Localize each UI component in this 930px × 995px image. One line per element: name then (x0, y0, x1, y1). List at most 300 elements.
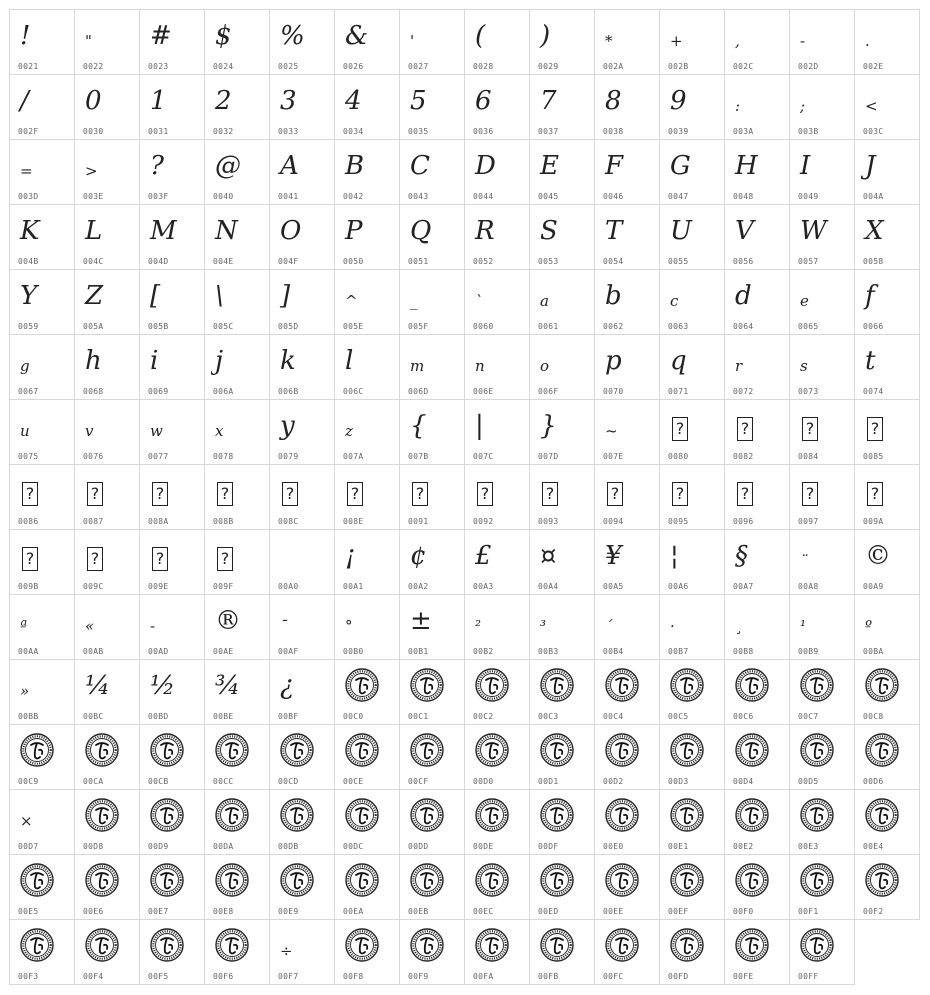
codepoint-label: 0053 (538, 257, 559, 266)
glyph-sample: J (865, 151, 876, 181)
stamp-emblem (670, 733, 704, 767)
notdef-glyph: ? (861, 406, 917, 450)
codepoint-label: 009E (148, 582, 169, 591)
glyph-sample: - (150, 617, 156, 635)
codepoint-label: 00DA (213, 842, 234, 851)
glyph-sample: D (475, 151, 496, 181)
glyph-sample: V (735, 216, 754, 246)
stamp-emblem (150, 863, 184, 897)
codepoint-label: 0076 (83, 452, 104, 461)
glyph-cell (854, 204, 920, 270)
codepoint-label: 0087 (83, 517, 104, 526)
codepoint-label: 0041 (278, 192, 299, 201)
glyph-cell (854, 594, 920, 660)
stamp-emblem (865, 668, 899, 702)
glyph-sample: g (20, 357, 30, 375)
codepoint-label: 00C3 (538, 712, 559, 721)
glyph-cell (659, 464, 725, 530)
codepoint-label: 00D3 (668, 777, 689, 786)
glyph-cell (269, 919, 335, 985)
glyph-sample: l (345, 346, 354, 376)
codepoint-label: 00BB (18, 712, 39, 721)
glyph-sample: 4 (345, 86, 362, 116)
glyph-sample: & (345, 21, 369, 51)
glyph-sample: 3 (280, 86, 297, 116)
glyph-cell (464, 464, 530, 530)
glyph-cell (724, 334, 790, 400)
codepoint-label: 0092 (473, 517, 494, 526)
glyph-sample: s (800, 357, 808, 375)
glyph-cell (9, 9, 75, 75)
glyph-cell (139, 594, 205, 660)
glyph-sample: Y (20, 281, 38, 311)
glyph-sample: r (735, 357, 743, 375)
codepoint-label: 0066 (863, 322, 884, 331)
codepoint-label: 002E (863, 62, 884, 71)
glyph-cell (334, 594, 400, 660)
glyph-cell (74, 789, 140, 855)
glyph-sample: _ (410, 292, 418, 310)
glyph-cell (724, 269, 790, 335)
glyph-cell (139, 724, 205, 790)
codepoint-label: 00FA (473, 972, 494, 981)
codepoint-label: 00C4 (603, 712, 624, 721)
glyph-cell (854, 269, 920, 335)
codepoint-label: 0033 (278, 127, 299, 136)
glyph-sample: e (800, 292, 809, 310)
glyph-cell (74, 269, 140, 335)
codepoint-label: 0028 (473, 62, 494, 71)
stamp-emblem (150, 798, 184, 832)
glyph-cell (139, 919, 205, 985)
glyph-row (9, 9, 920, 74)
codepoint-label: 00F8 (343, 972, 364, 981)
codepoint-label: 0029 (538, 62, 559, 71)
glyph-cell (594, 399, 660, 465)
codepoint-label: 00DE (473, 842, 494, 851)
glyph-sample: ª (20, 617, 28, 635)
codepoint-label: 0045 (538, 192, 559, 201)
glyph-cell (724, 464, 790, 530)
glyph-cell (724, 659, 790, 725)
glyph-cell (724, 204, 790, 270)
glyph-cell (789, 529, 855, 595)
glyph-cell (204, 269, 270, 335)
codepoint-label: 00B2 (473, 647, 494, 656)
glyph-cell (269, 529, 335, 595)
glyph-sample: ¸ (735, 617, 743, 635)
glyph-cell (659, 334, 725, 400)
codepoint-label: 00CC (213, 777, 234, 786)
codepoint-label: 0042 (343, 192, 364, 201)
stamp-emblem (670, 798, 704, 832)
glyph-cell (724, 9, 790, 75)
glyph-sample: o (540, 357, 550, 375)
codepoint-label: 003D (18, 192, 39, 201)
glyph-cell (724, 399, 790, 465)
glyph-cell (594, 74, 660, 140)
stamp-emblem (215, 863, 249, 897)
glyph-sample: ` (475, 292, 483, 310)
codepoint-label: 00EA (343, 907, 364, 916)
codepoint-label: 00F9 (408, 972, 429, 981)
glyph-cell (659, 789, 725, 855)
codepoint-label: 006B (278, 387, 299, 396)
glyph-cell (269, 464, 335, 530)
stamp-emblem (85, 928, 119, 962)
glyph-cell (724, 854, 790, 920)
glyph-cell (9, 334, 75, 400)
glyph-sample: R (475, 216, 495, 246)
codepoint-label: 0063 (668, 322, 689, 331)
glyph-sample: ¹ (800, 617, 807, 635)
codepoint-label: 007B (408, 452, 429, 461)
glyph-sample: B (345, 151, 365, 181)
codepoint-label: 0027 (408, 62, 429, 71)
glyph-sample: ) (540, 21, 551, 51)
codepoint-label: 008E (343, 517, 364, 526)
glyph-sample: = (20, 162, 33, 180)
codepoint-label: 009C (83, 582, 104, 591)
glyph-cell (139, 854, 205, 920)
codepoint-label: 0024 (213, 62, 234, 71)
codepoint-label: 00E2 (733, 842, 754, 851)
codepoint-label: 0067 (18, 387, 39, 396)
codepoint-label: 00E7 (148, 907, 169, 916)
codepoint-label: 00C8 (863, 712, 884, 721)
glyph-sample: | (475, 411, 484, 441)
glyph-cell (334, 399, 400, 465)
glyph-cell (594, 594, 660, 660)
glyph-cell (334, 529, 400, 595)
glyph-cell (659, 724, 725, 790)
glyph-cell (9, 594, 75, 660)
codepoint-label: 0037 (538, 127, 559, 136)
codepoint-label: 005B (148, 322, 169, 331)
stamp-emblem (670, 928, 704, 962)
glyph-cell (139, 139, 205, 205)
codepoint-label: 0021 (18, 62, 39, 71)
glyph-cell (334, 204, 400, 270)
codepoint-label: 0064 (733, 322, 754, 331)
glyph-sample: : (735, 97, 741, 115)
glyph-cell (269, 789, 335, 855)
glyph-sample: n (475, 357, 485, 375)
codepoint-label: 0026 (343, 62, 364, 71)
codepoint-label: 0058 (863, 257, 884, 266)
codepoint-label: 00B4 (603, 647, 624, 656)
glyph-sample: t (865, 346, 876, 376)
codepoint-label: 00AF (278, 647, 299, 656)
codepoint-label: 0096 (733, 517, 754, 526)
glyph-cell (464, 529, 530, 595)
codepoint-label: 004E (213, 257, 234, 266)
notdef-glyph: ? (601, 471, 657, 515)
glyph-cell (594, 854, 660, 920)
codepoint-label: 0062 (603, 322, 624, 331)
glyph-sample: w (150, 422, 163, 440)
glyph-cell (269, 139, 335, 205)
codepoint-label: 0030 (83, 127, 104, 136)
stamp-emblem (345, 798, 379, 832)
codepoint-label: 0049 (798, 192, 819, 201)
codepoint-label: 00B0 (343, 647, 364, 656)
glyph-sample: % (280, 21, 305, 51)
glyph-cell (269, 854, 335, 920)
glyph-cell (269, 724, 335, 790)
codepoint-label: 0097 (798, 517, 819, 526)
notdef-glyph: ? (406, 471, 462, 515)
glyph-sample: U (670, 216, 692, 246)
codepoint-label: 00CD (278, 777, 299, 786)
glyph-cell (724, 789, 790, 855)
glyph-sample: u (20, 422, 30, 440)
codepoint-label: 008C (278, 517, 299, 526)
glyph-cell (724, 919, 790, 985)
codepoint-label: 00FF (798, 972, 819, 981)
stamp-emblem (735, 928, 769, 962)
glyph-cell (594, 789, 660, 855)
glyph-cell (74, 204, 140, 270)
glyph-row (9, 139, 920, 204)
codepoint-label: 00F6 (213, 972, 234, 981)
codepoint-label: 00F4 (83, 972, 104, 981)
glyph-cell (789, 659, 855, 725)
codepoint-label: 0051 (408, 257, 429, 266)
glyph-sample (276, 536, 332, 580)
codepoint-label: 0080 (668, 452, 689, 461)
codepoint-label: 00B9 (798, 647, 819, 656)
glyph-row (9, 204, 920, 269)
glyph-cell (594, 9, 660, 75)
glyph-sample: ~ (605, 422, 618, 440)
glyph-cell (529, 789, 595, 855)
codepoint-label: 0034 (343, 127, 364, 136)
glyph-sample: ³ (540, 617, 547, 635)
glyph-cell (464, 659, 530, 725)
glyph-sample: ° (345, 617, 353, 635)
codepoint-label: 00F2 (863, 907, 884, 916)
glyph-cell (9, 74, 75, 140)
codepoint-label: 00AD (148, 647, 169, 656)
glyph-sample: X (865, 216, 884, 246)
codepoint-label: 00AA (18, 647, 39, 656)
glyph-cell (204, 9, 270, 75)
stamp-emblem (475, 863, 509, 897)
glyph-cell (74, 9, 140, 75)
codepoint-label: 0095 (668, 517, 689, 526)
glyph-sample: ^ (345, 292, 358, 310)
codepoint-label: 002A (603, 62, 624, 71)
glyph-cell (399, 789, 465, 855)
glyph-cell (594, 204, 660, 270)
codepoint-label: 008B (213, 517, 234, 526)
notdef-glyph: ? (861, 471, 917, 515)
glyph-sample: b (605, 281, 622, 311)
glyph-sample: ( (475, 21, 486, 51)
glyph-cell (74, 139, 140, 205)
codepoint-label: 0047 (668, 192, 689, 201)
codepoint-label: 0060 (473, 322, 494, 331)
codepoint-label: 0069 (148, 387, 169, 396)
codepoint-label: 0052 (473, 257, 494, 266)
glyph-sample: ¨ (800, 552, 808, 570)
glyph-cell (334, 724, 400, 790)
glyph-cell (269, 9, 335, 75)
codepoint-label: 0044 (473, 192, 494, 201)
glyph-cell (789, 854, 855, 920)
glyph-sample: \ (215, 281, 224, 311)
codepoint-label: 0046 (603, 192, 624, 201)
glyph-cell (529, 399, 595, 465)
glyph-row (9, 789, 920, 854)
stamp-emblem (800, 668, 834, 702)
codepoint-label: 00DD (408, 842, 429, 851)
glyph-sample: F (605, 151, 624, 181)
stamp-emblem (410, 928, 444, 962)
stamp-emblem (735, 668, 769, 702)
codepoint-label: 006E (473, 387, 494, 396)
codepoint-label: 00D1 (538, 777, 559, 786)
glyph-cell (399, 464, 465, 530)
glyph-sample: d (735, 281, 752, 311)
codepoint-label: 00D8 (83, 842, 104, 851)
codepoint-label: 00ED (538, 907, 559, 916)
glyph-cell (399, 139, 465, 205)
glyph-sample: A (280, 151, 299, 181)
glyph-sample: Z (85, 281, 104, 311)
glyph-sample: } (540, 411, 557, 441)
glyph-cell (854, 74, 920, 140)
glyph-cell (529, 334, 595, 400)
codepoint-label: 00B3 (538, 647, 559, 656)
codepoint-label: 003E (83, 192, 104, 201)
stamp-emblem (20, 863, 54, 897)
glyph-sample: ! (20, 21, 31, 51)
glyph-cell (269, 269, 335, 335)
glyph-sample: # (150, 21, 172, 51)
stamp-emblem (865, 798, 899, 832)
glyph-cell (789, 464, 855, 530)
codepoint-label: 00E5 (18, 907, 39, 916)
glyph-sample: G (670, 151, 691, 181)
codepoint-label: 00DF (538, 842, 559, 851)
glyph-row (9, 269, 920, 334)
glyph-sample: z (345, 422, 353, 440)
glyph-cell (139, 334, 205, 400)
glyph-cell (74, 659, 140, 725)
glyph-cell (204, 529, 270, 595)
glyph-cell (464, 204, 530, 270)
codepoint-label: 006D (408, 387, 429, 396)
glyph-sample: W (800, 216, 827, 246)
glyph-sample: I (800, 151, 811, 181)
codepoint-label: 0070 (603, 387, 624, 396)
stamp-emblem (150, 733, 184, 767)
codepoint-label: 00BD (148, 712, 169, 721)
glyph-cell (854, 659, 920, 725)
glyph-cell (529, 659, 595, 725)
codepoint-label: 0055 (668, 257, 689, 266)
codepoint-label: 00A1 (343, 582, 364, 591)
glyph-sample: k (280, 346, 296, 376)
glyph-sample: q (670, 346, 687, 376)
glyph-cell (464, 919, 530, 985)
codepoint-label: 00F1 (798, 907, 819, 916)
glyph-sample: 1 (150, 86, 167, 116)
codepoint-label: 00EC (473, 907, 494, 916)
codepoint-label: 005C (213, 322, 234, 331)
codepoint-label: 008A (148, 517, 169, 526)
glyph-cell (529, 919, 595, 985)
glyph-row (9, 724, 920, 789)
codepoint-label: 004D (148, 257, 169, 266)
codepoint-label: 00C9 (18, 777, 39, 786)
glyph-sample: ´ (605, 617, 613, 635)
codepoint-label: 00DB (278, 842, 299, 851)
glyph-cell (399, 269, 465, 335)
codepoint-label: 00C2 (473, 712, 494, 721)
glyph-sample: » (20, 682, 30, 700)
glyph-sample: > (85, 162, 98, 180)
codepoint-label: 009F (213, 582, 234, 591)
glyph-cell (464, 789, 530, 855)
stamp-emblem (540, 863, 574, 897)
glyph-cell (594, 334, 660, 400)
glyph-cell (334, 74, 400, 140)
codepoint-label: 007A (343, 452, 364, 461)
stamp-emblem (280, 798, 314, 832)
glyph-cell (204, 334, 270, 400)
codepoint-label: 00E1 (668, 842, 689, 851)
glyph-sample: ¿ (280, 671, 294, 701)
codepoint-label: 002C (733, 62, 754, 71)
glyph-sample: m (410, 357, 425, 375)
codepoint-label: 003C (863, 127, 884, 136)
glyph-cell (659, 269, 725, 335)
glyph-sample: § (735, 541, 748, 571)
stamp-emblem (20, 928, 54, 962)
glyph-cell (139, 9, 205, 75)
codepoint-label: 00BF (278, 712, 299, 721)
codepoint-label: 00F5 (148, 972, 169, 981)
stamp-emblem (410, 863, 444, 897)
glyph-cell (659, 74, 725, 140)
glyph-sample: 7 (540, 86, 557, 116)
codepoint-label: 00D7 (18, 842, 39, 851)
glyph-row (9, 854, 920, 919)
stamp-emblem (215, 928, 249, 962)
notdef-glyph: ? (81, 536, 137, 580)
glyph-cell (854, 724, 920, 790)
codepoint-label: 00D0 (473, 777, 494, 786)
stamp-emblem (865, 733, 899, 767)
glyph-cell (9, 399, 75, 465)
glyph-cell (399, 204, 465, 270)
glyph-sample: ; (800, 97, 806, 115)
codepoint-label: 003B (798, 127, 819, 136)
codepoint-label: 00CA (83, 777, 104, 786)
glyph-cell (139, 74, 205, 140)
glyph-sample: + (670, 32, 683, 50)
codepoint-label: 004B (18, 257, 39, 266)
glyph-cell (9, 464, 75, 530)
glyph-row (9, 919, 920, 984)
glyph-cell (139, 789, 205, 855)
stamp-emblem (540, 733, 574, 767)
glyph-sample: j (215, 346, 224, 376)
stamp-emblem (605, 928, 639, 962)
